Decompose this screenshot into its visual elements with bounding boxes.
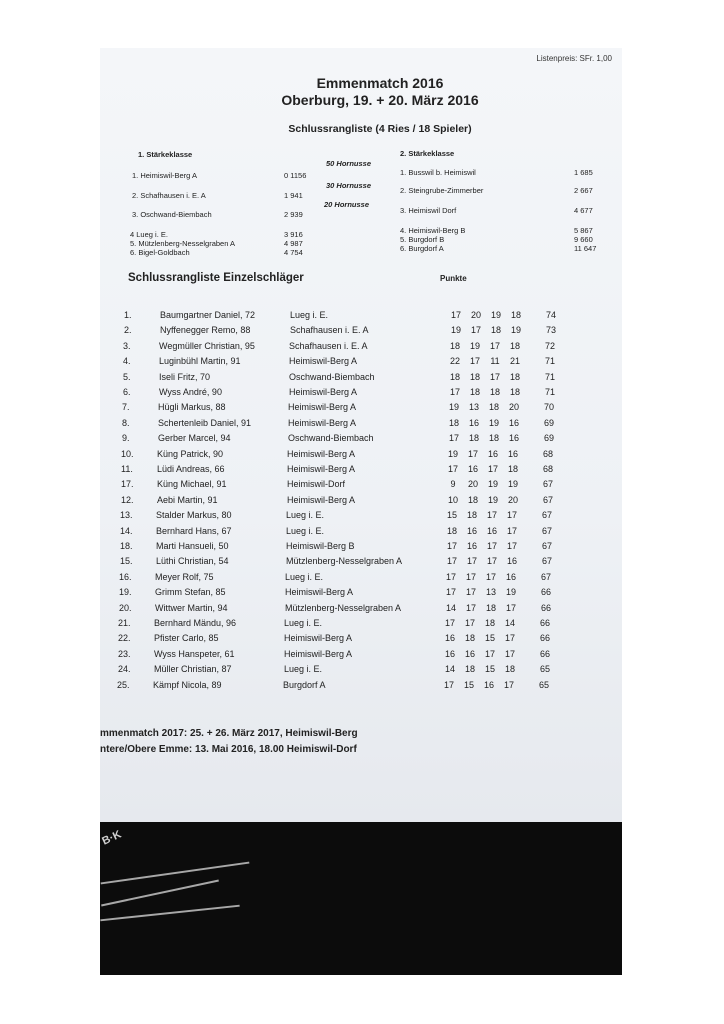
player-rank: 5. — [123, 371, 131, 382]
player-row — [119, 603, 551, 613]
player-score: 22 — [449, 356, 460, 367]
player-name: Wyss André, 90 — [159, 387, 222, 397]
team-value: 1 941 — [284, 191, 303, 200]
player-row — [119, 587, 551, 597]
player-score: 17 — [489, 371, 500, 382]
player-club: Heimiswil-Berg A — [284, 648, 353, 659]
player-rank: 12. — [121, 494, 134, 505]
player-score: 17 — [506, 525, 517, 536]
player-club: Lueg i. E. — [290, 310, 329, 320]
player-score: 14 — [444, 664, 455, 675]
player-name: Küng Patrick, 90 — [157, 448, 224, 459]
player-club: Lueg i. E. — [286, 525, 325, 536]
player-name: Lüthi Christian, 54 — [156, 556, 229, 567]
player-score: 17 — [485, 571, 496, 582]
player-total: 71 — [544, 371, 555, 382]
player-rank: 2. — [124, 325, 132, 336]
player-row — [118, 649, 550, 659]
player-name: Schertenleib Daniel, 91 — [158, 417, 252, 428]
player-total: 66 — [539, 618, 550, 628]
player-score: 16 — [506, 556, 517, 567]
player-score: 17 — [486, 556, 497, 567]
player-score: 18 — [468, 433, 479, 444]
player-club: Lueg i. E. — [285, 571, 324, 582]
team-row — [132, 191, 324, 200]
player-score: 16 — [466, 525, 477, 536]
player-score: 19 — [450, 325, 461, 336]
player-club: Heimiswil-Berg A — [287, 464, 356, 474]
player-row — [118, 633, 550, 643]
player-row — [122, 418, 554, 428]
player-score: 18 — [469, 387, 480, 397]
player-total: 71 — [544, 356, 555, 367]
team-name: 4. Heimiswil-Berg B — [400, 226, 466, 235]
player-total: 67 — [542, 494, 553, 505]
team-row — [130, 248, 324, 257]
player-name: Wegmüller Christian, 95 — [159, 340, 255, 351]
team-row — [132, 210, 324, 219]
player-club: Heimiswil-Berg A — [288, 402, 357, 413]
player-name: Gerber Marcel, 94 — [158, 433, 231, 444]
player-score: 18 — [449, 371, 460, 382]
player-total: 69 — [543, 417, 554, 428]
player-name: Luginbühl Martin, 91 — [159, 356, 241, 367]
player-row — [121, 449, 553, 459]
player-club: Schafhausen i. E. A — [290, 325, 369, 336]
player-club: Lueg i. E. — [284, 664, 323, 675]
player-score: 17 — [465, 602, 476, 613]
player-score: 20 — [507, 494, 518, 505]
klasse1-heading: 1. Stärkeklasse — [138, 150, 193, 159]
player-rank: 1. — [124, 310, 132, 320]
player-score: 10 — [447, 494, 458, 505]
player-score: 17 — [487, 464, 498, 474]
player-rank: 16. — [119, 571, 132, 582]
player-total: 67 — [542, 479, 553, 490]
player-score: 18 — [484, 618, 495, 628]
team-name: 2. Steingrube-Zimmerber — [400, 186, 484, 195]
player-score: 19 — [487, 494, 498, 505]
player-total: 73 — [545, 325, 556, 336]
player-name: Aebi Martin, 91 — [157, 494, 218, 505]
team-name: 6. Burgdorf A — [400, 244, 444, 253]
player-score: 20 — [508, 402, 519, 413]
player-rank: 3. — [123, 340, 131, 351]
player-row — [120, 556, 552, 566]
player-club: Heimiswil-Berg A — [284, 633, 353, 644]
team-name: 6. Bigel-Goldbach — [130, 248, 190, 257]
team-value: 2 667 — [574, 186, 593, 195]
player-rank: 21. — [118, 618, 131, 628]
player-score: 17 — [506, 541, 517, 551]
player-score: 17 — [466, 556, 477, 567]
player-club: Mützlenberg-Nesselgraben A — [285, 602, 402, 613]
player-rank: 25. — [117, 679, 130, 690]
player-score: 18 — [446, 525, 457, 536]
player-club: Schafhausen i. E. A — [289, 340, 368, 351]
player-score: 15 — [484, 664, 495, 675]
player-score: 17 — [489, 340, 500, 351]
player-total: 70 — [543, 402, 554, 413]
player-total: 66 — [540, 587, 551, 598]
player-score: 17 — [465, 571, 476, 582]
document-photo — [100, 48, 622, 975]
team-value: 9 660 — [574, 235, 593, 244]
player-rank: 19. — [119, 587, 132, 598]
player-score: 16 — [444, 648, 455, 659]
player-score: 16 — [507, 448, 518, 459]
player-score: 18 — [490, 325, 501, 336]
klasse2-heading: 2. Stärkeklasse — [400, 149, 455, 158]
player-rank: 14. — [120, 525, 133, 536]
player-rank: 18. — [120, 541, 133, 551]
player-row — [120, 510, 552, 520]
player-name: Hügli Markus, 88 — [158, 402, 226, 413]
player-score: 17 — [446, 541, 457, 551]
player-score: 17 — [445, 571, 456, 582]
team-name: 3. Heimiswil Dorf — [400, 206, 457, 215]
player-score: 17 — [450, 310, 461, 320]
player-rank: 15. — [120, 556, 133, 567]
player-score: 16 — [468, 417, 479, 428]
player-total: 65 — [538, 679, 549, 690]
player-rank: 20. — [119, 602, 132, 613]
player-row — [118, 664, 550, 674]
player-total: 67 — [541, 556, 552, 567]
player-score: 16 — [487, 448, 498, 459]
player-score: 20 — [467, 479, 478, 490]
player-name: Baumgartner Daniel, 72 — [160, 310, 256, 320]
player-score: 16 — [505, 571, 516, 582]
player-total: 68 — [542, 448, 553, 459]
player-club: Oschwand-Biembach — [288, 433, 374, 444]
player-score: 19 — [490, 310, 501, 320]
player-score: 9 — [450, 479, 456, 490]
player-score: 17 — [484, 648, 495, 659]
player-score: 21 — [509, 356, 520, 367]
player-row — [122, 433, 554, 443]
team-row — [400, 226, 614, 235]
player-club: Lueg i. E. — [286, 510, 325, 521]
player-name: Stalder Markus, 80 — [156, 510, 232, 521]
player-score: 17 — [465, 587, 476, 598]
player-rank: 10. — [121, 448, 134, 459]
player-club: Burgdorf A — [283, 679, 326, 690]
player-rank: 4. — [123, 356, 131, 367]
hornusse-note: 20 Hornusse — [324, 200, 370, 209]
player-score: 17 — [449, 387, 460, 397]
player-score: 16 — [508, 417, 519, 428]
team-row — [130, 239, 324, 248]
player-name: Marti Hansueli, 50 — [156, 541, 229, 551]
player-rank: 11. — [121, 464, 133, 474]
team-value: 4 677 — [574, 206, 593, 215]
player-score: 17 — [444, 618, 455, 628]
player-score: 17 — [505, 602, 516, 613]
player-score: 17 — [504, 648, 515, 659]
player-score: 18 — [469, 371, 480, 382]
player-score: 18 — [509, 387, 520, 397]
player-score: 19 — [510, 325, 521, 336]
team-value: 3 916 — [284, 230, 303, 239]
player-name: Iseli Fritz, 70 — [159, 371, 211, 382]
player-score: 17 — [443, 679, 454, 690]
player-row — [118, 618, 550, 628]
player-rank: 6. — [123, 387, 131, 397]
player-score: 18 — [489, 387, 500, 397]
player-row — [123, 372, 555, 382]
player-score: 18 — [510, 310, 521, 320]
player-score: 15 — [484, 633, 495, 644]
player-name: Nyffenegger Remo, 88 — [160, 325, 251, 336]
player-total: 68 — [542, 464, 553, 474]
player-score: 18 — [488, 402, 499, 413]
background-stripe — [100, 905, 239, 922]
team-value: 2 939 — [284, 210, 303, 219]
player-score: 16 — [483, 679, 494, 690]
player-total: 69 — [543, 433, 554, 444]
player-total: 72 — [544, 340, 555, 351]
player-score: 19 — [487, 479, 498, 490]
team-value: 11 647 — [574, 244, 597, 253]
player-rank: 24. — [118, 664, 131, 675]
player-score: 17 — [446, 556, 457, 567]
player-name: Grimm Stefan, 85 — [155, 587, 226, 598]
player-club: Heimiswil-Berg A — [289, 356, 358, 367]
player-score: 17 — [469, 356, 480, 367]
player-score: 17 — [470, 325, 481, 336]
player-total: 71 — [544, 387, 555, 397]
player-row — [122, 402, 554, 412]
player-score: 13 — [468, 402, 479, 413]
player-row — [121, 464, 553, 474]
player-club: Heimiswil-Berg A — [287, 448, 356, 459]
background-stripe — [101, 880, 219, 907]
player-club: Oschwand-Biembach — [289, 371, 375, 382]
player-total: 66 — [539, 648, 550, 659]
player-row — [124, 310, 556, 320]
team-row — [400, 235, 614, 244]
player-name: Wyss Hanspeter, 61 — [154, 648, 235, 659]
player-name: Müller Christian, 87 — [154, 664, 232, 675]
player-rank: 13. — [120, 510, 133, 521]
player-score: 20 — [470, 310, 481, 320]
player-name: Wittwer Martin, 94 — [155, 602, 228, 613]
player-row — [120, 526, 552, 536]
player-total: 67 — [541, 525, 552, 536]
player-total: 74 — [545, 310, 556, 320]
player-score: 16 — [466, 541, 477, 551]
player-club: Heimiswil-Berg B — [286, 541, 355, 551]
player-club: Heimiswil-Berg A — [285, 587, 354, 598]
player-row — [121, 495, 553, 505]
player-name: Pfister Carlo, 85 — [154, 633, 219, 644]
player-score: 19 — [447, 448, 458, 459]
player-score: 17 — [445, 587, 456, 598]
player-club: Lueg i. E. — [284, 618, 323, 628]
team-row — [130, 230, 324, 239]
player-total: 67 — [540, 571, 551, 582]
player-score: 17 — [467, 448, 478, 459]
player-score: 18 — [466, 510, 477, 521]
player-club: Heimiswil-Berg A — [289, 387, 358, 397]
player-score: 17 — [464, 618, 475, 628]
player-name: Küng Michael, 91 — [157, 479, 227, 490]
team-row — [132, 171, 324, 180]
team-row — [400, 244, 614, 253]
player-total: 66 — [540, 602, 551, 613]
team-value: 4 987 — [284, 239, 303, 248]
event-location-date: Oberburg, 19. + 20. März 2016 — [281, 92, 479, 108]
team-name: 3. Oschwand-Biembach — [132, 210, 212, 219]
player-row — [120, 541, 552, 551]
footer-next-match: mmenmatch 2017: 25. + 26. März 2017, Heimiswil-Berg — [100, 728, 358, 739]
page-title: Emmenmatch 2016 — [316, 75, 444, 91]
player-score: 18 — [504, 664, 515, 675]
player-row — [124, 325, 556, 335]
team-value: 0 1156 — [284, 171, 307, 180]
player-total: 65 — [539, 664, 550, 675]
player-score: 18 — [509, 340, 520, 351]
player-score: 19 — [505, 587, 516, 598]
player-score: 18 — [485, 602, 496, 613]
team-value: 4 754 — [284, 248, 303, 257]
player-rank: 23. — [118, 648, 131, 659]
team-value: 1 685 — [574, 168, 593, 177]
player-score: 17 — [486, 541, 497, 551]
player-rank: 7. — [122, 402, 130, 413]
player-row — [121, 479, 553, 489]
player-rank: 8. — [122, 417, 130, 428]
punkte-label: Punkte — [440, 274, 467, 283]
hornusse-note: 50 Hornusse — [326, 159, 372, 168]
player-name: Kämpf Nicola, 89 — [153, 679, 222, 690]
player-score: 19 — [448, 402, 459, 413]
player-club: Mützlenberg-Nesselgraben A — [286, 556, 403, 567]
player-score: 15 — [463, 679, 474, 690]
player-score: 19 — [507, 479, 518, 490]
player-score: 18 — [467, 494, 478, 505]
teams-subtitle: Schlussrangliste (4 Ries / 18 Spieler) — [288, 123, 472, 135]
player-name: Meyer Rolf, 75 — [155, 571, 214, 582]
player-score: 18 — [464, 664, 475, 675]
players-subtitle: Schlussrangliste Einzelschläger — [128, 272, 304, 284]
background-lettering: B·K — [100, 828, 124, 848]
player-score: 18 — [488, 433, 499, 444]
team-name: 1. Busswil b. Heimiswil — [400, 168, 476, 177]
player-rank: 22. — [118, 633, 131, 644]
player-score: 14 — [504, 618, 515, 628]
player-club: Heimiswil-Dorf — [287, 479, 345, 490]
team-name: 4 Lueg i. E. — [130, 230, 168, 239]
player-score: 16 — [467, 464, 478, 474]
team-name: 5. Mützlenberg-Nesselgraben A — [130, 239, 236, 248]
player-row — [123, 356, 555, 366]
background-stripe — [101, 862, 250, 885]
player-score: 19 — [469, 340, 480, 351]
dark-background — [100, 822, 622, 975]
player-row — [117, 680, 549, 690]
player-score: 17 — [503, 679, 514, 690]
player-score: 15 — [446, 510, 457, 521]
player-total: 67 — [541, 510, 552, 521]
player-name: Bernhard Mändu, 96 — [154, 618, 237, 628]
player-row — [123, 341, 555, 351]
price-label: Listenpreis: SFr. 1,00 — [536, 54, 612, 63]
player-score: 16 — [444, 633, 455, 644]
player-score: 16 — [508, 433, 519, 444]
player-score: 17 — [506, 510, 517, 521]
player-score: 19 — [488, 417, 499, 428]
player-score: 17 — [447, 464, 458, 474]
team-name: 2. Schafhausen i. E. A — [132, 191, 206, 200]
player-rank: 17. — [121, 479, 134, 490]
hornusse-note: 30 Hornusse — [326, 181, 372, 190]
player-score: 18 — [464, 633, 475, 644]
team-value: 5 867 — [574, 226, 593, 235]
player-row — [123, 387, 555, 397]
team-name: 1. Heimiswil-Berg A — [132, 171, 198, 180]
player-name: Lüdi Andreas, 66 — [157, 464, 225, 474]
player-score: 17 — [486, 510, 497, 521]
player-score: 13 — [485, 587, 496, 598]
player-score: 18 — [449, 340, 460, 351]
player-row — [119, 572, 551, 582]
team-row — [400, 206, 614, 215]
team-row — [400, 168, 614, 177]
team-name: 5. Burgdorf B — [400, 235, 445, 244]
player-score: 16 — [464, 648, 475, 659]
player-score: 18 — [509, 371, 520, 382]
player-name: Bernhard Hans, 67 — [156, 525, 232, 536]
team-row — [400, 186, 614, 195]
player-score: 16 — [486, 525, 497, 536]
player-score: 17 — [448, 433, 459, 444]
player-score: 14 — [445, 602, 456, 613]
player-score: 18 — [448, 417, 459, 428]
player-score: 17 — [504, 633, 515, 644]
player-club: Heimiswil-Berg A — [287, 494, 356, 505]
paper-sheet — [100, 48, 622, 822]
player-total: 67 — [541, 541, 552, 551]
footer-next-event: ntere/Obere Emme: 13. Mai 2016, 18.00 Heimiswil-Dorf — [100, 744, 357, 755]
player-rank: 9. — [122, 433, 130, 444]
player-score: 18 — [507, 464, 518, 474]
player-total: 66 — [539, 633, 550, 644]
player-club: Heimiswil-Berg A — [288, 417, 357, 428]
player-score: 11 — [490, 356, 500, 367]
